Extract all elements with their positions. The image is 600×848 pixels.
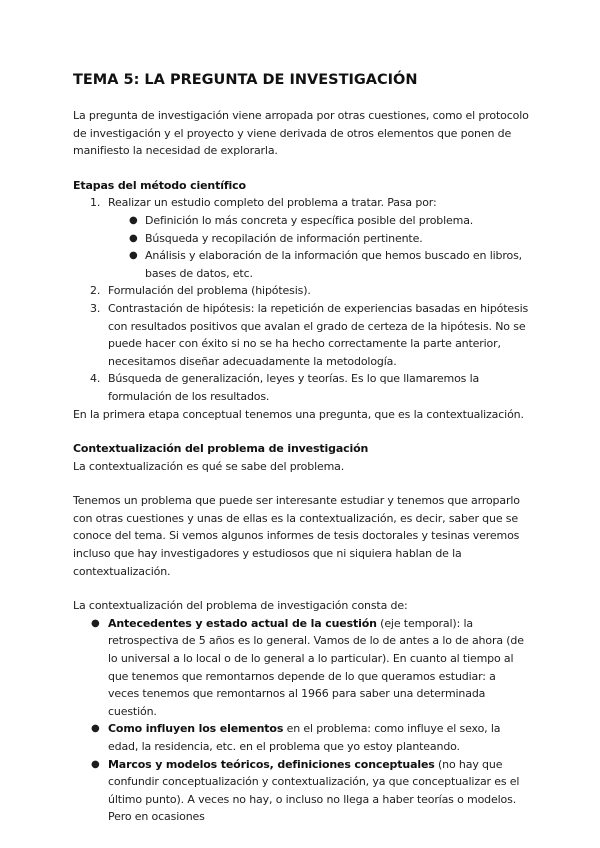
contexto-bullet-item: ● Antecedentes y estado actual de la cuestión (eje temporal): la retrospectiva de 5 años es lo general. Vamos de lo de antes a lo de ahora (de lo universal a lo local o de lo general a lo particular). En cuanto al tiempo al que tenemos que remontarnos depende de lo que queramos estudiar: a veces tenemos que remontarnos al 1966 para saber una determinada cuestión. — [91, 616, 524, 718]
bullet-icon: ● — [91, 617, 100, 629]
etapa-item-3 — [73, 300, 529, 370]
contexto-line: La contextualización es qué se sabe del problema. — [73, 459, 345, 473]
sub-item: ● Análisis y elaboración de la información que hemos buscado en libros, bases de datos, etc. — [129, 249, 523, 280]
etapas-closing: En la primera etapa conceptual tenemos una pregunta, que es la contextualización. — [73, 407, 524, 421]
etapa-text: Contrastación de hipótesis: la repetición de experiencias basadas en hipótesis con resultados positivos que avalan el grado de certeza de la hipótesis. No se puede hacer con éxito si no se ha hecho correctamente la parte anterior, necesitamos diseñar adecuadamente la metodología. — [108, 301, 529, 368]
etapa-sublist — [73, 212, 529, 282]
etapas-heading: Etapas del método científico — [73, 178, 246, 192]
etapa-item-2 — [73, 282, 529, 300]
sub-item: ● Búsqueda y recopilación de información pertinente. — [73, 230, 529, 248]
etapas-list — [73, 194, 529, 405]
etapa-number: 4. — [90, 372, 101, 386]
etapa-item-1 — [73, 194, 529, 282]
contexto-paragraph: Tenemos un problema que puede ser interesante estudiar y tenemos que arroparlo con otras cuestiones y unas de ellas es la contextualización, es decir, saber que se conoce del tema. Si vemos algunos informes de tesis doctorales y tesinas veremos incluso que hay investigadores y estudiosos que ni siquiera hablan de la contextualización. — [73, 494, 520, 578]
etapa-text: Búsqueda de generalización, leyes y teorías. Es lo que llamaremos la formulación de los resultados. — [108, 372, 480, 403]
contexto-bullets — [73, 615, 529, 826]
sub-item: ● Definición lo más concreta y específica posible del problema. — [73, 212, 529, 230]
contexto-bullet-item: ● Como influyen los elementos en el problema: como influye el sexo, la edad, la residencia, etc. en el problema que yo estoy planteando. — [91, 722, 501, 753]
bullet-icon: ● — [91, 723, 100, 735]
bullet-icon: ● — [129, 250, 138, 262]
etapa-number: 3. — [90, 301, 101, 315]
contexto-consta: La contextualización del problema de investigación consta de: — [73, 599, 408, 613]
bullet-icon: ● — [129, 214, 138, 226]
contexto-heading: Contextualización del problema de investigación — [73, 442, 369, 456]
intro-paragraph: La pregunta de investigación viene arropada por otras cuestiones, como el protocolo de investigación y el proyecto y viene derivada de otros elementos que ponen de manifiesto la necesidad de explorarla. — [73, 109, 529, 158]
etapa-number: 2. — [90, 284, 101, 298]
document-content — [73, 70, 529, 826]
bullet-icon: ● — [91, 758, 100, 770]
etapa-number: 1. — [90, 196, 101, 210]
etapa-text: Formulación del problema (hipótesis). — [108, 284, 311, 298]
contexto-bullet-item: ● Marcos y modelos teóricos, definiciones conceptuales (no hay que confundir conceptualización y contextualización, ya que conceptualizar es el último punto). A veces no hay, o incluso no llega a haber teorías o modelos. Pero en ocasiones — [91, 757, 520, 824]
bullet-icon: ● — [129, 232, 138, 244]
etapa-item-4 — [73, 370, 529, 405]
etapa-text: Realizar un estudio completo del problema a tratar. Pasa por: — [108, 196, 437, 210]
page-title: TEMA 5: LA PREGUNTA DE INVESTIGACIÓN — [73, 72, 418, 88]
